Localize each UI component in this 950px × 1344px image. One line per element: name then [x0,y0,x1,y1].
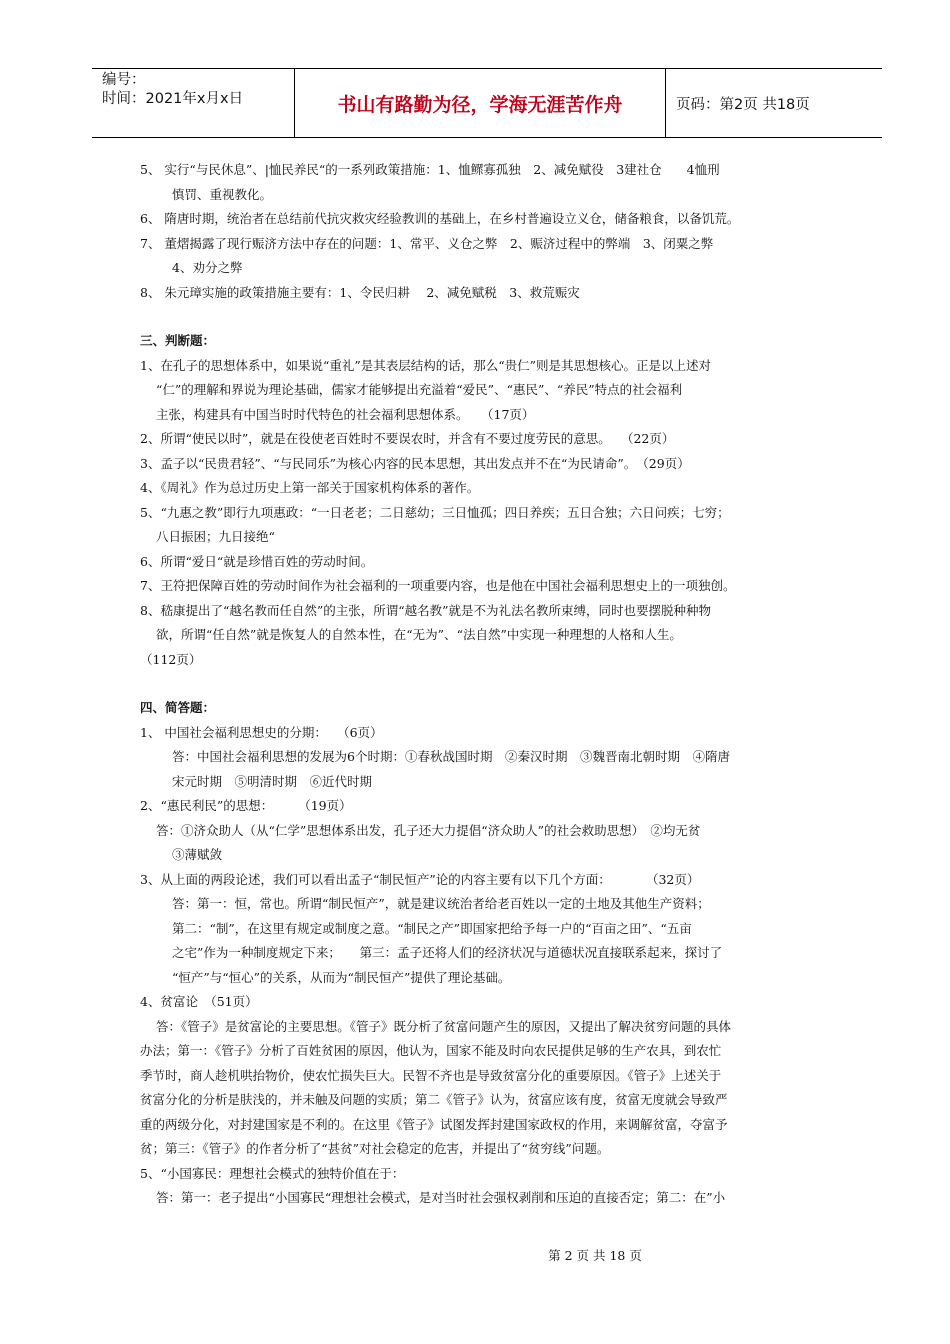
list-item: 6、所谓“爱日“就是珍惜百姓的劳动时间。 [140,553,374,569]
list-item: 5、“小国寡民：理想社会模式的独特价值在于： [140,1165,405,1181]
list-item: 7、 董熠揭露了现行赈济方法中存在的问题：1、常平、义仓之弊 2、赈济过程中的弊端 3、闭粟之弊 [140,235,714,251]
list-item: （112页） [140,651,202,667]
list-item: 3、孟子以“民贵君轻”、“与民同乐”为核心内容的民本思想，其出发点并不在“为民请命”。 （29页） [140,455,690,471]
list-item: 答：中国社会福利思想的发展为6个时期：①春秋战国时期 ②秦汉时期 ③魏晋南北朝时期 ④隋唐 [172,749,730,764]
list-item: 第二：“制”，在这里有规定或制度之意。“制民之产”即国家把给予每一户的“百亩之田”、“五亩 [172,920,692,936]
list-item: 答：第一：老子提出“小国寡民“理想社会模式，是对当时社会强权剥削和压迫的直接否定；第二：在”小 [156,1190,726,1205]
header-meta [92,69,294,137]
header-motto: 书山有路勤为径，学海无涯苦作舟 [294,69,666,137]
list-item: 欲，所谓“任自然”就是恢复人的自然本性，在“无为”、“法自然”中实现一种理想的人格和人生。 [156,627,682,642]
list-item: “恒产”与“恒心”的关系，从而为“制民恒产”提供了理论基础。 [172,969,511,985]
list-item: 7、王符把保障百姓的劳动时间作为社会福利的一项重要内容，也是他在中国社会福利思想史上的一项独创。 [140,578,736,593]
list-item: 2、“惠民利民”的思想： （19页） [140,798,352,813]
header-page-info: 页码：第2页 共18页 [676,96,810,113]
list-item: “仁”的理解和界说为理论基础，儒家才能够提出充溢着“爱民”、“惠民”、“养民”特点的社会福利 [156,382,683,397]
list-item: 之宅”作为一种制度规定下来； 第三：孟子还将人们的经济状况与道德状况直接联系起来，探讨了 [172,945,723,960]
list-item: 1、 中国社会福利思想史的分期： （6页） [140,724,383,740]
list-item: 宋元时期 ⑤明清时期 ⑥近代时期 [172,773,373,789]
document-body [140,158,840,1211]
list-item: 答：①济众助人（从“仁学”思想体系出发，孔子还大力提倡“济众助人”的社会救助思想） ②均无贫 [156,822,701,838]
list-item: 6、 隋唐时期，统治者在总结前代抗灾救灾经验教训的基础上，在乡村普遍设立义仓，储备粮食，以备饥荒。 [140,211,740,226]
list-item: 季节时，商人趁机哄抬物价，使农忙损失巨大。民智不齐也是导致贫富分化的重要原因。《管子》上述关于 [140,1067,722,1083]
list-item: ③薄赋敛 [172,847,223,862]
page-header [92,68,882,138]
list-item: 答：第一：恒，常也。所谓“制民恒产”，就是建议统治者给老百姓以一定的土地及其他生产资料； [172,896,710,911]
list-item: 贫富分化的分析是肤浅的，并未触及问题的实质；第二《管子》认为，贫富应该有度，贫富无度就会导致严 [140,1092,728,1107]
list-item: 3、从上面的两段论述，我们可以看出孟子“制民恒产”论的内容主要有以下几个方面： （32页） [140,871,700,887]
list-item: 答：《管子》是贫富论的主要思想。《管子》既分析了贫富问题产生的原因，又提出了解决贫穷问题的具体 [156,1018,732,1034]
list-item: 办法；第一：《管子》分析了百姓贫困的原因，他认为，国家不能及时向农民提供足够的生产农具，到农忙 [140,1043,722,1058]
list-item: 2、所谓“使民以时”，就是在役使老百姓时不要误农时，并含有不要过度劳民的意思。 （22页） [140,431,675,446]
list-item: 5、“九惠之教”即行九项惠政：“一日老老；二日慈幼；三日恤孤；四日养疾；五日合独；六日问疾；七穷； [140,504,730,520]
list-item: 贫；第三：《管子》的作者分析了“甚贫”对社会稳定的危害，并提出了“贫穷线”问题。 [140,1141,610,1156]
list-item: 八日振困；九日接绝“ [156,529,275,544]
list-item: 4、劝分之弊 [172,260,243,275]
list-item: 5、 实行“与民休息”、|恤民养民“的一系列政策措施：1、恤鳏寡孤独 2、减免赋役 3建社仓 4恤刑 [140,162,720,177]
header-time: 时间：2021年x月x日 [102,91,244,107]
list-item: 主张，构建具有中国当时时代特色的社会福利思想体系。 （17页） [156,406,535,422]
header-number: 编号： [102,72,146,88]
section-title-short-answer: 四、简答题： [140,700,216,715]
list-item: 1、在孔子的思想体系中，如果说“重礼”是其表层结构的话，那么“贵仁”则是其思想核心。正是以上述对 [140,357,712,373]
list-item: 慎罚、重视教化。 [172,186,273,202]
list-item: 4、《周礼》作为总过历史上第一部关于国家机构体系的著作。 [140,480,480,495]
page-footer: 第 2 页 共 18 页 [548,1248,642,1263]
list-item: 4、贫富论 （51页） [140,994,258,1009]
list-item: 8、 朱元璋实施的政策措施主要有：1、令民归耕 2、减免赋税 3、救荒赈灾 [140,284,580,300]
list-item: 重的两级分化，对封建国家是不利的。在这里《管子》试图发挥封建国家政权的作用，来调解贫富，夺富予 [140,1116,728,1132]
list-item: 8、嵇康提出了“越名教而任自然”的主张，所谓“越名教”就是不为礼法名教所束缚，同时也要摆脱种种物 [140,602,712,618]
section-title-judgement: 三、判断题： [140,333,216,348]
